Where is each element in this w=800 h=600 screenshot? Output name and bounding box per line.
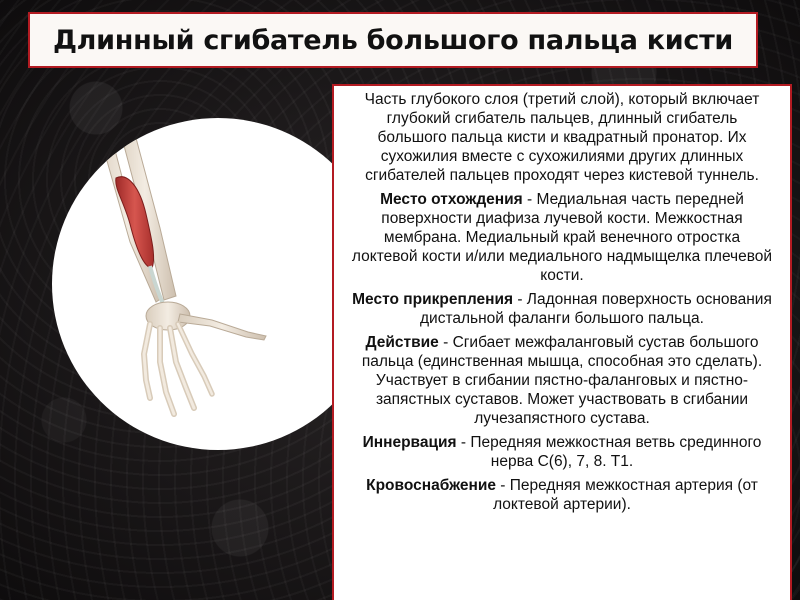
thumb-bones [178,314,266,340]
action-text: Сгибает межфаланговый сустав большого пальца (единственная мышца, способная это сделать). Участвует в сгибании пястно-фаланговых и пястно-запястных суставов. Может участвовать в сгибании лучезапястного сустава. [361,334,763,427]
title-box [28,12,758,68]
action-paragraph [350,333,774,428]
blood-supply-text: Передняя межкостная артерия (от локтевой артерии). [493,477,758,513]
origin-paragraph [350,190,774,285]
origin-text: Медиальная часть передней поверхности диафиза лучевой кости. Межкостная мембрана. Медиальный край венечного отростка локтевой кости и/или медиального надмыщелка плечевой кости. [351,191,773,284]
blood-supply-separator: - [495,477,510,494]
innervation-label: Иннервация [362,434,457,451]
blood-supply-paragraph [350,476,774,514]
blood-supply-label: Кровоснабжение [366,477,496,494]
insertion-paragraph [350,290,774,328]
action-separator: - [438,334,453,351]
insertion-separator: - [513,291,527,308]
insertion-label: Место прикрепления [352,291,514,308]
origin-label: Место отхождения [380,191,523,208]
description-panel [332,84,792,600]
slide-title: Длинный сгибатель большого пальца кисти [52,24,734,56]
innervation-separator: - [456,434,471,451]
intro-paragraph: Часть глубокого слоя (третий слой), который включает глубокий сгибатель пальцев, длинный сгибатель большого пальца кисти и квадратный пронатор. Их сухожилия вместе с сухожилиями других длинных сгибателей пальцев проходят через кистевой туннель. [364,91,760,184]
innervation-text: Передняя межкостная ветвь срединного нерва С(6), 7, 8. Т1. [470,434,762,470]
action-label: Действие [365,334,439,351]
innervation-paragraph [350,433,774,471]
origin-separator: - [522,191,537,208]
insertion-text: Ладонная поверхность основания дистальной фаланги большого пальца. [420,291,772,327]
